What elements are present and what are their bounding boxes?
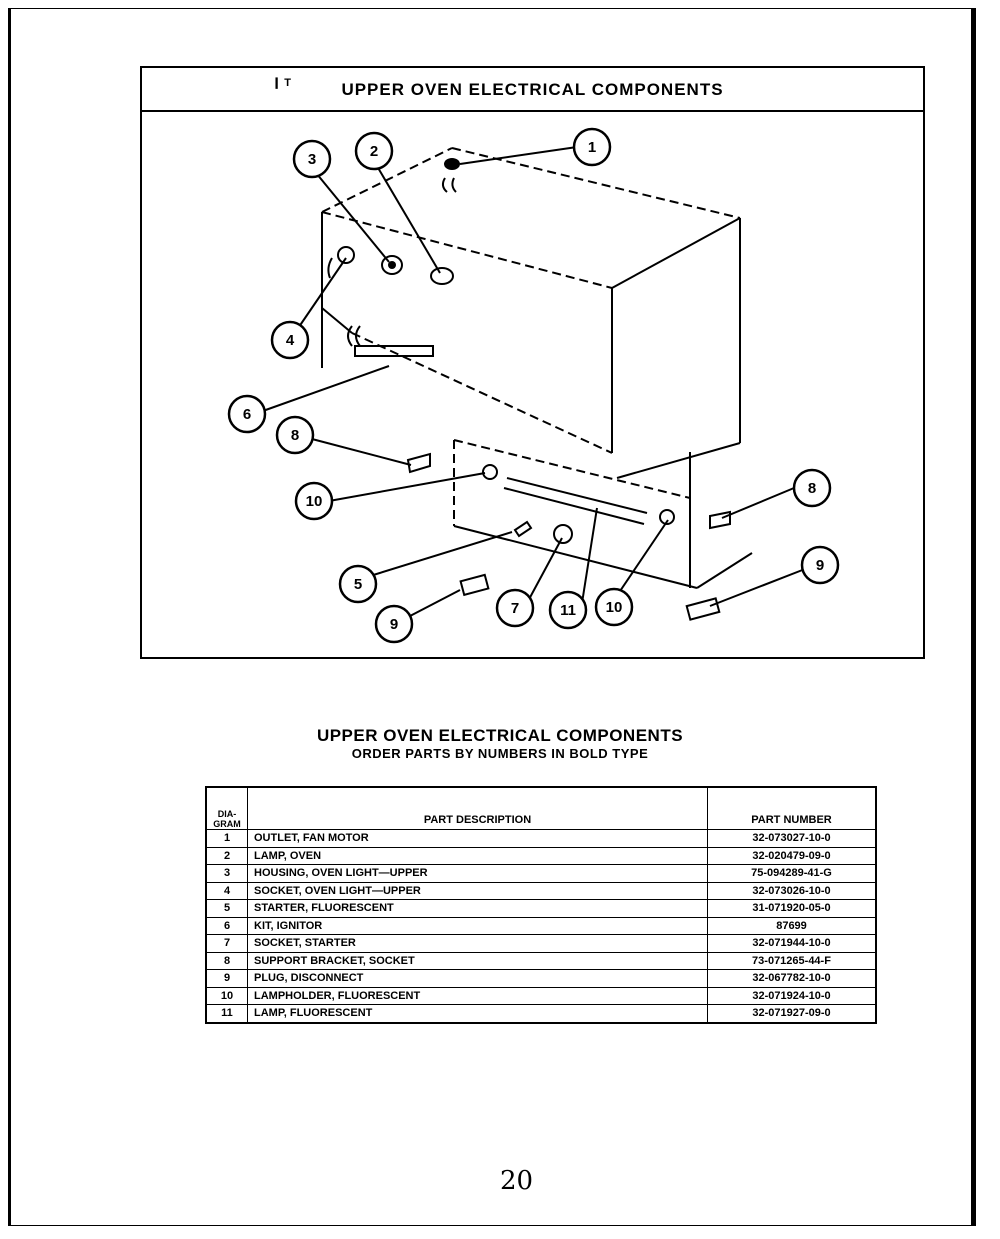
row-part-number: 73-071265-44-F [708, 952, 877, 970]
callout-7 [497, 590, 533, 626]
row-part-description: KIT, IGNITOR [248, 917, 708, 935]
parts-table [205, 786, 877, 1024]
row-diagram-number: 9 [206, 970, 248, 988]
header-diagram: DIA-GRAM [206, 787, 248, 830]
oven-housing [322, 148, 740, 478]
row-diagram-number: 1 [206, 830, 248, 848]
callout-8-right [794, 470, 830, 506]
row-diagram-number: 10 [206, 987, 248, 1005]
row-diagram-number: 7 [206, 935, 248, 953]
row-part-number: 32-073026-10-0 [708, 882, 877, 900]
table-row [206, 987, 876, 1005]
row-diagram-number: 6 [206, 917, 248, 935]
callout-11 [550, 592, 586, 628]
callout-8-left [277, 417, 313, 453]
table-row [206, 865, 876, 883]
table-row [206, 935, 876, 953]
row-part-description: STARTER, FLUORESCENT [248, 900, 708, 918]
table-row [206, 970, 876, 988]
svg-text:11: 11 [560, 602, 576, 619]
row-diagram-number: 3 [206, 865, 248, 883]
row-part-description: SOCKET, OVEN LIGHT—UPPER [248, 882, 708, 900]
svg-text:10: 10 [605, 599, 623, 616]
row-part-number: 32-020479-09-0 [708, 847, 877, 865]
diagram-marks: ❙ T [272, 77, 291, 89]
row-part-description: LAMP, OVEN [248, 847, 708, 865]
row-part-description: LAMPHOLDER, FLUORESCENT [248, 987, 708, 1005]
svg-text:6: 6 [242, 406, 252, 423]
callout-10-right [596, 589, 632, 625]
row-diagram-number: 11 [206, 1005, 248, 1023]
table-subtitle: ORDER PARTS BY NUMBERS IN BOLD TYPE [351, 746, 649, 761]
callout-5 [340, 566, 376, 602]
callout-10-left [296, 483, 332, 519]
row-diagram-number: 8 [206, 952, 248, 970]
svg-text:2: 2 [369, 143, 379, 160]
row-part-description: OUTLET, FAN MOTOR [248, 830, 708, 848]
parts-table-body [206, 830, 876, 1023]
row-part-number: 31-071920-05-0 [708, 900, 877, 918]
callout-9-left [376, 606, 412, 642]
table-row [206, 847, 876, 865]
callout-6 [229, 396, 265, 432]
diagram-title: UPPER OVEN ELECTRICAL COMPONENTS [341, 80, 724, 99]
row-part-number: 32-071927-09-0 [708, 1005, 877, 1023]
svg-text:5: 5 [353, 576, 363, 593]
row-diagram-number: 2 [206, 847, 248, 865]
svg-text:10: 10 [305, 493, 323, 510]
row-part-number: 32-073027-10-0 [708, 830, 877, 848]
svg-text:4: 4 [285, 332, 295, 349]
svg-text:7: 7 [510, 600, 520, 617]
callout-3 [294, 141, 330, 177]
row-part-number: 87699 [708, 917, 877, 935]
table-row [206, 882, 876, 900]
component-parts [328, 158, 730, 620]
row-part-description: SOCKET, STARTER [248, 935, 708, 953]
row-part-number: 32-071944-10-0 [708, 935, 877, 953]
callout-2 [356, 133, 392, 169]
oven-components-illustration [142, 68, 927, 661]
row-part-description: PLUG, DISCONNECT [248, 970, 708, 988]
row-part-number: 32-071924-10-0 [708, 987, 877, 1005]
table-row [206, 830, 876, 848]
table-row [206, 917, 876, 935]
header-part-description: PART DESCRIPTION [248, 787, 708, 830]
table-row [206, 1005, 876, 1023]
row-diagram-number: 4 [206, 882, 248, 900]
table-title: UPPER OVEN ELECTRICAL COMPONENTS [316, 726, 684, 745]
row-part-description: SUPPORT BRACKET, SOCKET [248, 952, 708, 970]
svg-text:3: 3 [307, 151, 317, 168]
callout-4 [272, 322, 308, 358]
row-part-number: 32-067782-10-0 [708, 970, 877, 988]
diagram-frame [140, 66, 925, 659]
svg-text:1: 1 [587, 139, 597, 156]
callout-1 [574, 129, 610, 165]
header-part-number: PART NUMBER [708, 787, 877, 830]
table-row [206, 952, 876, 970]
page-number: 20 [500, 1166, 534, 1196]
row-part-number: 75-094289-41-G [708, 865, 877, 883]
svg-text:9: 9 [815, 557, 825, 574]
row-part-description: LAMP, FLUORESCENT [248, 1005, 708, 1023]
parts-table-header [206, 787, 876, 830]
svg-text:8: 8 [807, 480, 817, 497]
svg-text:8: 8 [290, 427, 300, 444]
row-part-description: HOUSING, OVEN LIGHT—UPPER [248, 865, 708, 883]
callout-9-right [802, 547, 838, 583]
table-row [206, 900, 876, 918]
row-diagram-number: 5 [206, 900, 248, 918]
svg-text:9: 9 [389, 616, 399, 633]
